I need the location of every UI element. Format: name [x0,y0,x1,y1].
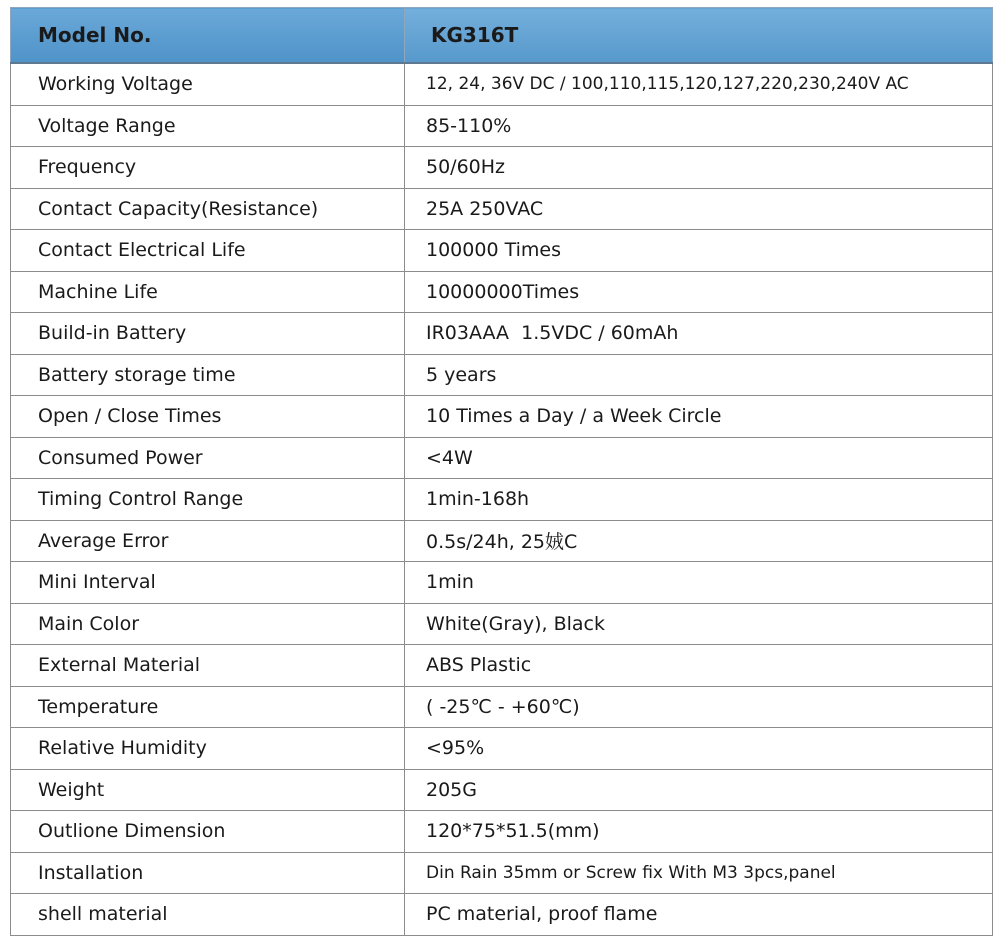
table-row [11,852,993,894]
table-row [11,396,993,438]
row-label: Average Error [11,520,405,562]
table-row [11,188,993,230]
table-row [11,63,993,105]
row-label: Working Voltage [11,63,405,105]
spec-table [10,7,993,936]
row-label: shell material [11,894,405,936]
row-value: 205G [405,769,993,811]
row-label: Main Color [11,603,405,645]
row-label: Battery storage time [11,354,405,396]
table-row [11,230,993,272]
row-value: 100000 Times [405,230,993,272]
row-value: 10 Times a Day / a Week Circle [405,396,993,438]
row-value: IR03AAA 1.5VDC / 60mAh [405,313,993,355]
table-row [11,603,993,645]
header-label: Model No. [11,8,405,64]
row-value: 0.5s/24h, 25娀C [405,520,993,562]
table-row [11,271,993,313]
row-value: White(Gray), Black [405,603,993,645]
row-label: Weight [11,769,405,811]
row-label: Frequency [11,147,405,189]
row-label: Installation [11,852,405,894]
row-value: PC material, proof flame [405,894,993,936]
row-value: ( -25℃ - +60℃) [405,686,993,728]
row-label: Relative Humidity [11,728,405,770]
row-value: 25A 250VAC [405,188,993,230]
table-row [11,520,993,562]
row-value: 120*75*51.5(mm) [405,811,993,853]
table-row [11,479,993,521]
table-row [11,562,993,604]
table-row [11,811,993,853]
row-value: 10000000Times [405,271,993,313]
row-value: 1min [405,562,993,604]
table-row [11,354,993,396]
row-label: Build-in Battery [11,313,405,355]
row-label: Contact Capacity(Resistance) [11,188,405,230]
row-value: <95% [405,728,993,770]
row-label: External Material [11,645,405,687]
table-row [11,645,993,687]
row-value: 5 years [405,354,993,396]
row-label: Open / Close Times [11,396,405,438]
row-value: 50/60Hz [405,147,993,189]
row-value: ABS Plastic [405,645,993,687]
row-value: 1min-168h [405,479,993,521]
table-row [11,105,993,147]
row-label: Timing Control Range [11,479,405,521]
table-row [11,147,993,189]
row-label: Voltage Range [11,105,405,147]
row-label: Temperature [11,686,405,728]
header-value: KG316T [405,8,993,64]
row-value: 85-110% [405,105,993,147]
table-row [11,437,993,479]
table-row [11,769,993,811]
table-row [11,313,993,355]
table-row [11,728,993,770]
row-value: Din Rain 35mm or Screw fix With M3 3pcs,panel [405,852,993,894]
row-label: Outlione Dimension [11,811,405,853]
row-value: <4W [405,437,993,479]
header-row [11,8,993,64]
row-label: Mini Interval [11,562,405,604]
table-row [11,894,993,936]
row-value: 12, 24, 36V DC / 100,110,115,120,127,220,230,240V AC [405,63,993,105]
row-label: Machine Life [11,271,405,313]
table-row [11,686,993,728]
row-label: Contact Electrical Life [11,230,405,272]
row-label: Consumed Power [11,437,405,479]
